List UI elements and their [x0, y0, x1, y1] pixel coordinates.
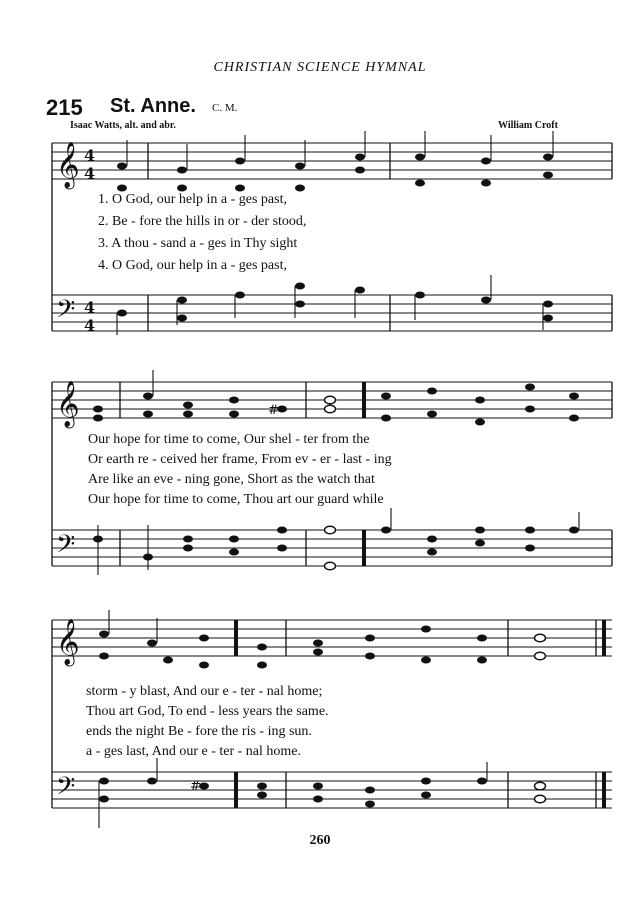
svg-text:#: # — [268, 403, 279, 418]
lyric-line: 3. A thou - sand a - ges in Thy sight — [98, 236, 298, 251]
hymn-number: 215 — [46, 95, 83, 120]
page-number: 260 — [309, 833, 331, 848]
lyric-line: Our hope for time to come, Our shel - ter from the — [88, 432, 370, 447]
composer: William Croft — [498, 120, 558, 131]
lyric-line: ends the night Be - fore the ris - ing sun. — [86, 724, 312, 739]
svg-text:𝄞: 𝄞 — [56, 619, 80, 665]
system1-treble-staff — [52, 143, 612, 179]
lyric-line: 1. O God, our help in a - ges past, — [98, 192, 287, 207]
svg-text:4: 4 — [84, 146, 96, 165]
lyric-line: 4. O God, our help in a - ges past, — [98, 258, 287, 273]
lyric-line: 2. Be - fore the hills in or - der stood, — [98, 214, 307, 229]
treble-clef-icon: 𝄞 — [56, 142, 80, 188]
author: Isaac Watts, alt. and abr. — [70, 120, 176, 131]
svg-text:#: # — [190, 779, 201, 794]
svg-text:𝄞: 𝄞 — [56, 381, 80, 427]
lyric-line: Or earth re - ceived her frame, From ev - er - last - ing — [88, 452, 392, 467]
svg-text:4: 4 — [84, 164, 96, 183]
svg-text:4: 4 — [84, 316, 96, 335]
tune-name: St. Anne. — [110, 95, 196, 117]
lyric-line: storm - y blast, And our e - ter - nal home; — [86, 684, 323, 699]
svg-text:𝄢: 𝄢 — [56, 530, 76, 565]
lyric-line: Are like an eve - ning gone, Short as the watch that — [88, 472, 375, 487]
lyric-line: a - ges last, And our e - ter - nal home. — [86, 744, 301, 759]
meter: C. M. — [212, 102, 238, 114]
svg-text:𝄢: 𝄢 — [56, 772, 76, 807]
system3-bass-staff — [52, 772, 612, 808]
system1-bass-staff — [52, 295, 612, 331]
svg-text:4: 4 — [84, 298, 96, 317]
system3-treble-staff — [52, 620, 612, 656]
lyric-line: Thou art God, To end - less years the same. — [86, 704, 329, 719]
running-head: CHRISTIAN SCIENCE HYMNAL — [213, 60, 427, 75]
bass-clef-icon: 𝄢 — [56, 295, 76, 330]
lyric-line: Our hope for time to come, Thou art our guard while — [88, 492, 384, 507]
